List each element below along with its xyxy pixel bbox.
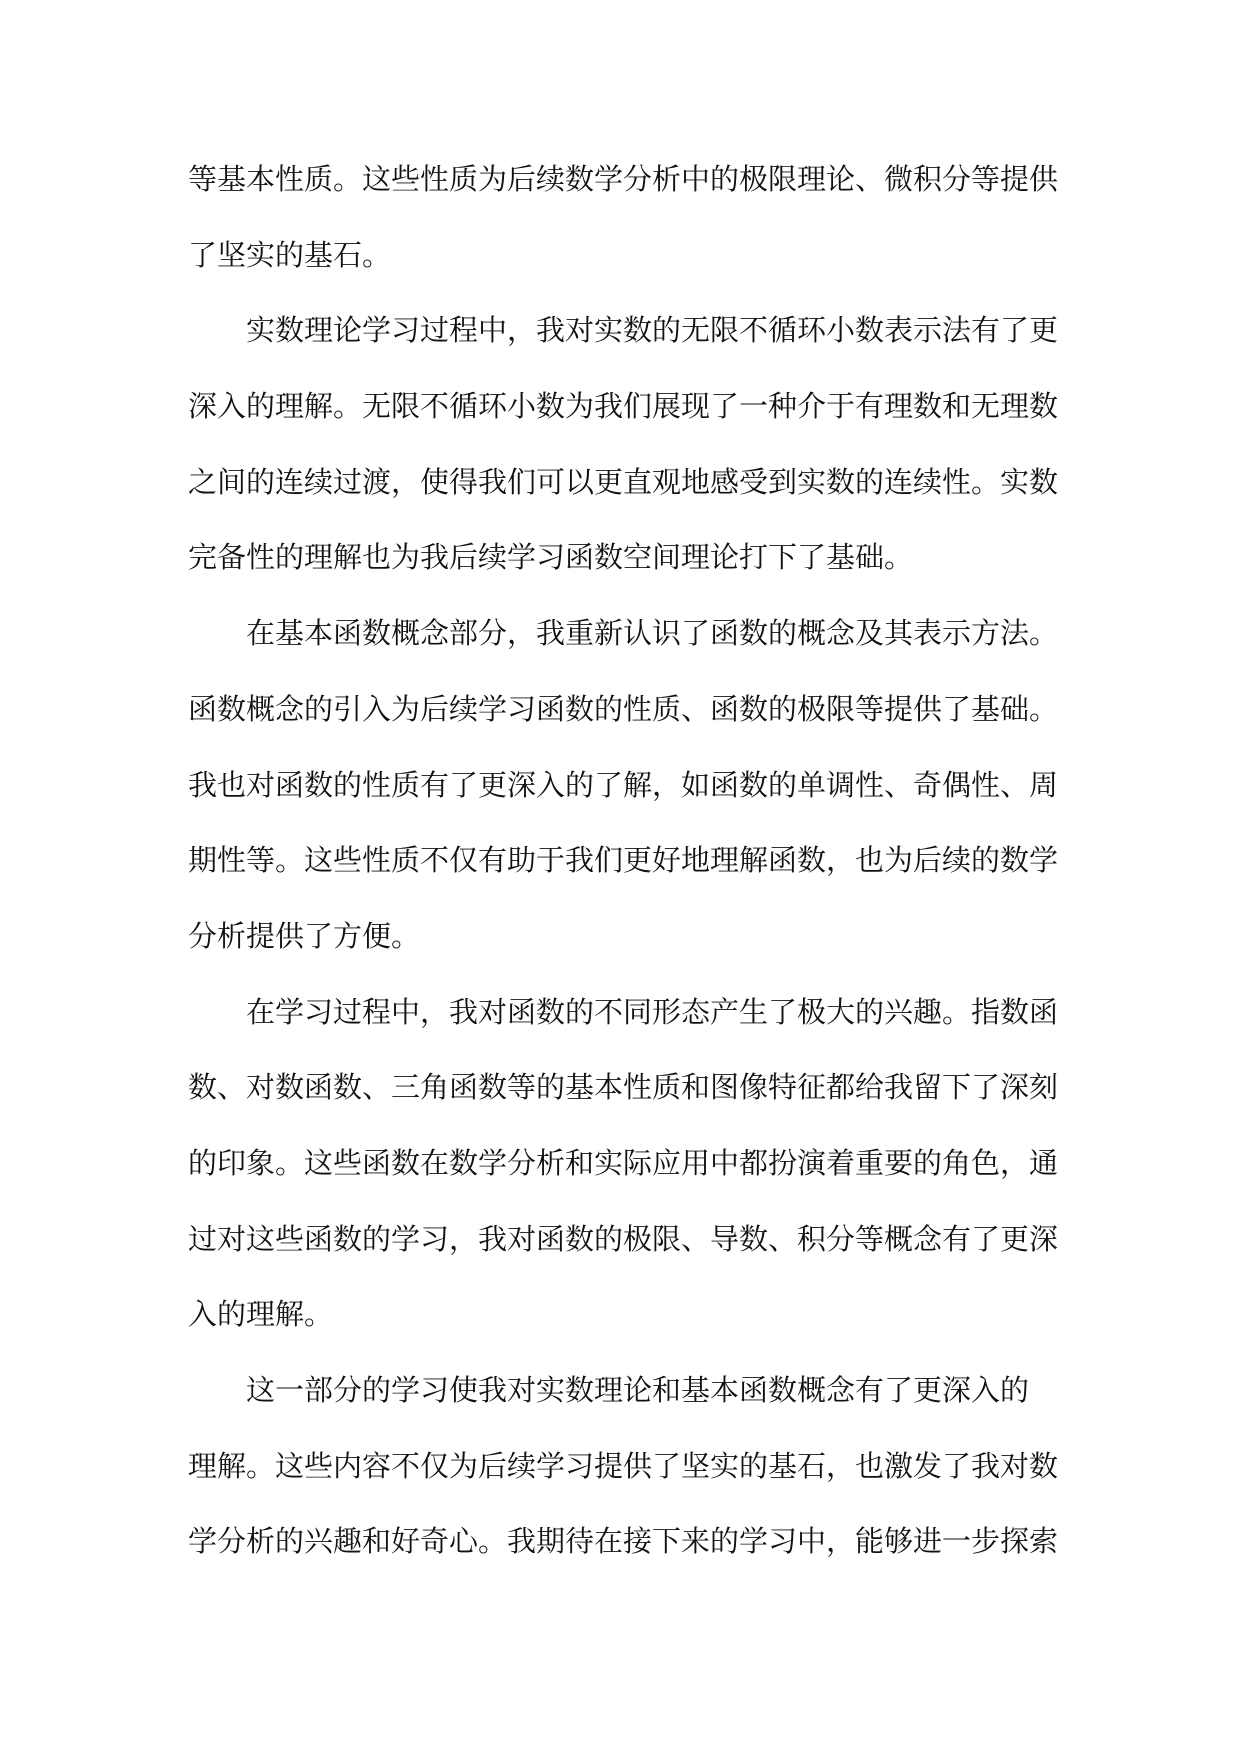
text-line: 这一部分的学习使我对实数理论和基本函数概念有了更深入的 <box>246 1373 1030 1407</box>
text-line: 完备性的理解也为我后续学习函数空间理论打下了基础。 <box>188 540 914 575</box>
text-line: 实数理论学习过程中，我对实数的无限不循环小数表示法有了更 <box>246 313 1059 348</box>
text-line: 等基本性质。这些性质为后续数学分析中的极限理论、微积分等提供 <box>188 162 1059 196</box>
text-line: 入的理解。 <box>188 1297 334 1332</box>
text-line: 函数概念的引入为后续学习函数的性质、函数的极限等提供了基础。 <box>188 691 1059 726</box>
text-line: 期性等。这些性质不仅有助于我们更好地理解函数，也为后续的数学 <box>188 843 1059 878</box>
body-text <box>188 142 1068 1580</box>
text-line: 学分析的兴趣和好奇心。我期待在接下来的学习中，能够进一步探索 <box>188 1524 1059 1559</box>
text-line: 在基本函数概念部分，我重新认识了函数的概念及其表示方法。 <box>246 616 1059 651</box>
text-line: 我也对函数的性质有了更深入的了解，如函数的单调性、奇偶性、周 <box>188 767 1059 802</box>
text-line: 在学习过程中，我对函数的不同形态产生了极大的兴趣。指数函 <box>246 994 1059 1029</box>
text-line: 的印象。这些函数在数学分析和实际应用中都扮演着重要的角色，通 <box>188 1145 1059 1180</box>
text-line: 理解。这些内容不仅为后续学习提供了坚实的基石，也激发了我对数 <box>188 1448 1059 1483</box>
text-line: 分析提供了方便。 <box>188 918 421 953</box>
text-line: 之间的连续过渡，使得我们可以更直观地感受到实数的连续性。实数 <box>188 464 1059 499</box>
text-line: 数、对数函数、三角函数等的基本性质和图像特征都给我留下了深刻 <box>188 1070 1059 1105</box>
text-line: 过对这些函数的学习，我对函数的极限、导数、积分等概念有了更深 <box>188 1221 1059 1256</box>
text-line: 了坚实的基石。 <box>188 237 392 272</box>
text-line: 深入的理解。无限不循环小数为我们展现了一种介于有理数和无理数 <box>188 389 1059 424</box>
